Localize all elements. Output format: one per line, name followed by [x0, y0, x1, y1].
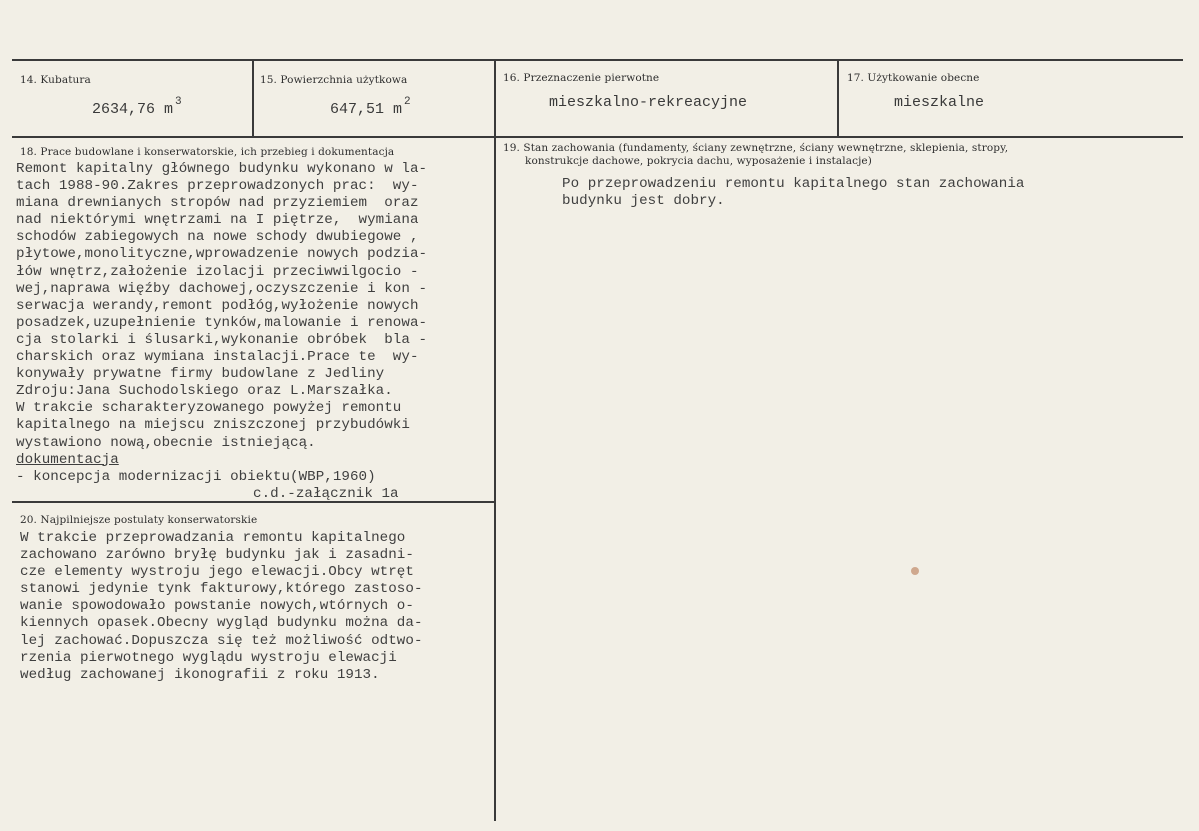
text-line: wej,naprawa więźby dachowej,oczyszczenie i kon - [16, 280, 428, 297]
field-14-exponent: 3 [175, 96, 182, 108]
field-14-value [92, 96, 182, 118]
text-line: kapitalnego na miejscu zniszczonej przybudówki [16, 417, 410, 434]
text-line: lej zachować.Dopuszcza się też możliwość odtwo- [20, 632, 423, 649]
field-18-label: 18. Prace budowlane i konserwatorskie, ich przebieg i dokumentacja [20, 146, 395, 158]
text-line: miana drewnianych stropów nad przyziemiem oraz [16, 195, 419, 212]
field-16-value: mieszkalno-rekreacyjne [549, 94, 748, 111]
field-20-text [20, 530, 492, 684]
top-rule [12, 59, 1183, 61]
field-15-exponent: 2 [404, 96, 411, 108]
field-18-text [16, 161, 492, 503]
text-line: serwacja werandy,remont podłóg,wyłożenie nowych [16, 297, 419, 314]
text-line: rzenia pierwotnego wyglądu wystroju elewacji [20, 649, 397, 666]
divider-15-16 [494, 61, 496, 821]
text-line: charskich oraz wymiana instalacji.Prace te wy- [16, 349, 419, 366]
text-line: W trakcie przeprowadzania remontu kapitalnego [20, 530, 406, 546]
text-line: stanowi jedynie tynk fakturowy,którego zastoso- [20, 581, 423, 598]
text-line: płytowe,monolityczne,wprowadzenie nowych podzia- [16, 246, 428, 263]
text-line: Remont kapitalny głównego budynku wykonano w la- [16, 161, 428, 177]
text-line: schodów zabiegowych na nowe schody dwubiegowe , [16, 229, 419, 246]
field-14-number: 2634,76 m [92, 101, 174, 118]
divider-16-17 [837, 61, 839, 137]
field-17-value: mieszkalne [894, 94, 985, 111]
field-20-label: 20. Najpilniejsze postulaty konserwatorskie [20, 514, 258, 526]
text-line: łów wnętrz,założenie izolacji przeciwwilgocio - [16, 263, 419, 280]
text-line: wanie spowodowało powstanie nowych,wtórnych o- [20, 598, 414, 615]
text-line: posadzek,uzupełnienie tynków,malowanie i renowa- [16, 314, 428, 331]
row1-bottom-rule [12, 136, 1183, 138]
field-17-label: 17. Użytkowanie obecne [847, 72, 980, 84]
text-line: budynku jest dobry. [562, 193, 725, 210]
text-line: zachowano zarówno bryłę budynku jak i zasadni- [20, 547, 414, 564]
text-line: W trakcie scharakteryzowanego powyżej remontu [16, 400, 402, 417]
field-15-number: 647,51 m [330, 101, 403, 118]
field-14-label: 14. Kubatura [20, 74, 91, 86]
documentation-item: - koncepcja modernizacji obiektu(WBP,1960) [16, 468, 376, 485]
text-line: według zachowanej ikonografii z roku 1913. [20, 666, 380, 683]
field-19-label: 19. Stan zachowania (fundamenty, ściany zewnętrzne, ściany wewnętrzne, sklepienia, stropy, [503, 142, 1009, 154]
text-line: konywały prywatne firmy budowlane z Jedliny [16, 366, 385, 383]
text-line: Zdroju:Jana Suchodolskiego oraz L.Marszałka. [16, 383, 393, 400]
documentation-heading: dokumentacja [16, 451, 119, 468]
field-16-label: 16. Przeznaczenie pierwotne [503, 72, 660, 84]
text-line: kiennych opasek.Obecny wygląd budynku można da- [20, 615, 423, 632]
text-line: wystawiono nową,obecnie istniejącą. [16, 434, 316, 451]
continuation-note: c.d.-załącznik 1a [253, 485, 399, 502]
field-19-text [562, 176, 1024, 210]
text-line: tach 1988-90.Zakres przeprowadzonych prac: wy- [16, 178, 419, 195]
divider-14-15 [252, 61, 254, 137]
text-line: nad niektórymi wnętrzami na I piętrze, wymiana [16, 212, 419, 229]
paper-stain [911, 567, 919, 575]
text-line: Po przeprowadzeniu remontu kapitalnego stan zachowania [562, 176, 1025, 192]
text-line: cja stolarki i ślusarki,wykonanie obróbek bla - [16, 331, 428, 348]
text-line: cze elementy wystroju jego elewacji.Obcy wtręt [20, 564, 414, 581]
field-15-label: 15. Powierzchnia użytkowa [260, 74, 408, 86]
field-19-label-line2: konstrukcje dachowe, pokrycia dachu, wyposażenie i instalacje) [525, 155, 872, 167]
field-15-value [330, 96, 411, 118]
